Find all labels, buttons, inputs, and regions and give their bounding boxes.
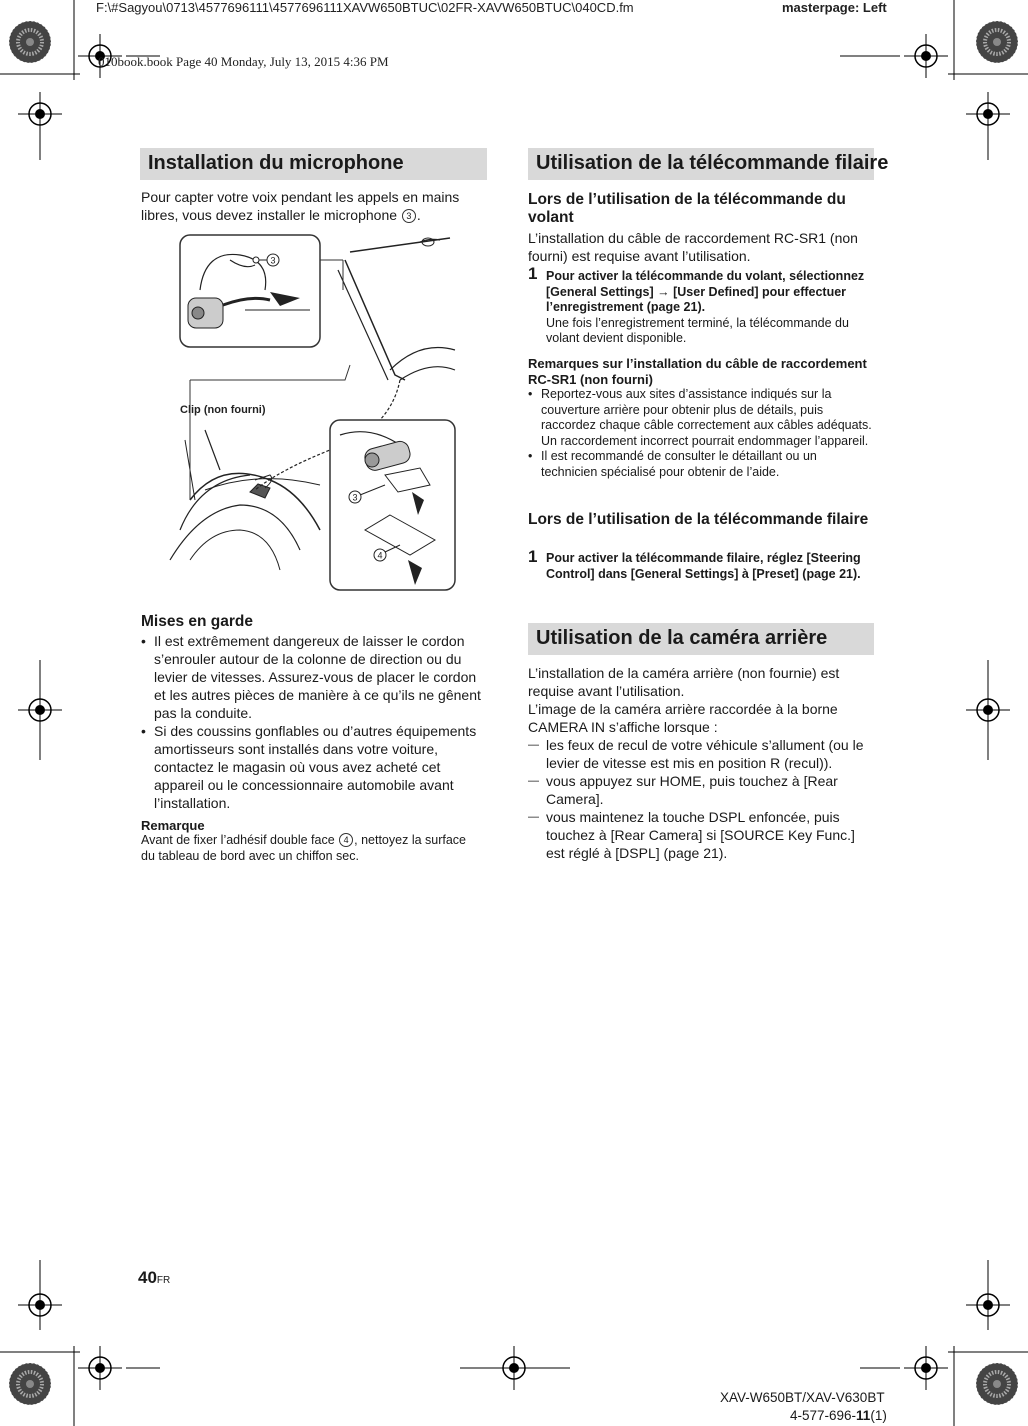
step-wired-remote: Pour activer la télécommande filaire, réglez [Steering Control] dans [General Settings] à [Preset] (page 21). — [546, 551, 861, 581]
part-number — [790, 1408, 887, 1423]
model-number: XAV-W650BT/XAV-V630BT — [720, 1390, 885, 1405]
section-title-wired-remote: Utilisation de la télécommande filaire — [528, 148, 874, 180]
part-number-pre: 4-577-696- — [790, 1408, 857, 1423]
inset2-callout-3 — [349, 491, 361, 503]
clip-label: Clip (non fourni) — [180, 404, 266, 416]
step-steering-remote — [546, 269, 874, 347]
note-item: • Reportez-vous aux sites d’assistance indiqués sur la couverture arrière pour obtenir plus de détails, puis raccordez chaque câble correctement aux câbles adéquats. Un raccordement incorrect pourrait endommager l’appareil. — [528, 387, 874, 449]
cautions-list — [141, 632, 487, 812]
part-number-post: (1) — [870, 1408, 887, 1423]
intro-end: . — [416, 207, 421, 223]
page-number-value: 40 — [138, 1268, 157, 1287]
rear-camera-text — [528, 664, 874, 862]
note-text-post: , nettoyez la surface du tableau de bord avec un chiffon sec. — [141, 833, 467, 863]
page-lang-suffix: FR — [156, 1275, 171, 1286]
circled-number: 4 — [339, 833, 353, 847]
inset2-callout-4 — [374, 549, 386, 561]
step-instruction: Pour activer la télécommande du volant, sélectionnez [General Settings] → [User Defined] pour effectuer l’enregistrement (page 21). — [546, 269, 865, 315]
step-result: Une fois l’enregistrement terminé, la télécommande du volant devient disponible. — [546, 315, 849, 346]
rear-camera-display-condition: L’image de la caméra arrière raccordée à la borne CAMERA IN s’affiche lorsque : — [528, 701, 838, 735]
intro-text: Pour capter votre voix pendant les appels en mains libres, vous devez installer le microphone — [141, 189, 460, 223]
masterpage-label: masterpage: Left — [782, 0, 887, 15]
part-number-bold: 11 — [856, 1408, 871, 1423]
circled-number: 3 — [402, 209, 416, 223]
steering-remote-heading: Lors de l’utilisation de la télécommande du volant — [528, 191, 846, 226]
caution-item: • Si des coussins gonflables ou d’autres équipements amortisseurs sont installés dans votre voiture, contactez le magasin où vous avez acheté cet appareil ou le concessionnaire automobile avant l’installation. — [141, 722, 487, 812]
caution-item: • Il est extrêmement dangereux de laisser le cordon s’enrouler autour de la colonne de direction ou du levier de vitesses. Assurez-vous de placer le cordon et les autres pièces de manière à ce qu’ils ne gênent pas la conduite. — [141, 632, 487, 722]
rear-camera-condition-item: — vous maintenez la touche DSPL enfoncée, puis touchez à [Rear Camera] si [SOURCE Key Func.] est réglé à [DSPL] (page 21). — [528, 808, 874, 862]
section-title-rear-camera: Utilisation de la caméra arrière — [528, 623, 874, 655]
svg-text:3: 3 — [270, 255, 276, 266]
steering-remote-text: L’installation du câble de raccordement RC-SR1 (non fourni) est requise avant l’utilisation. — [528, 230, 858, 264]
note-text-pre: Avant de fixer l’adhésif double face — [141, 833, 335, 847]
rc-sr1-notes-list — [528, 387, 874, 481]
file-path-header: F:\#Sagyou\0713\4577696111\4577696111XAVW650BTUC\02FR-XAVW650BTUC\040CD.fm — [96, 0, 634, 15]
wired-remote-heading: Lors de l’utilisation de la télécommande filaire — [528, 511, 869, 528]
step-number: 1 — [528, 547, 538, 566]
rc-sr1-notes-heading: Remarques sur l’installation du câble de raccordement RC-SR1 (non fourni) — [528, 356, 867, 387]
intro-paragraph — [141, 188, 487, 224]
rear-camera-condition-item: — vous appuyez sur HOME, puis touchez à [Rear Camera]. — [528, 772, 874, 808]
svg-text:4: 4 — [377, 550, 383, 561]
rear-camera-requirement: L’installation de la caméra arrière (non fournie) est requise avant l’utilisation. — [528, 665, 840, 699]
note-heading: Remarque — [141, 818, 205, 833]
note-paragraph — [141, 833, 481, 864]
section-title-microphone: Installation du microphone — [140, 148, 487, 180]
svg-text:3: 3 — [352, 492, 358, 503]
microphone-installation-figure — [160, 230, 460, 595]
inset1-callout — [267, 254, 279, 266]
page-number — [138, 1268, 170, 1288]
book-stamp: 010book.book Page 40 Monday, July 13, 2015 4:36 PM — [98, 54, 389, 69]
cautions-heading: Mises en garde — [141, 613, 253, 630]
step-number: 1 — [528, 264, 538, 283]
note-item: • Il est recommandé de consulter le détaillant ou un technicien spécialisé pour obtenir de l’aide. — [528, 449, 874, 480]
rear-camera-condition-item: — les feux de recul de votre véhicule s’allument (ou le levier de vitesse est mis en position R (recul)). — [528, 736, 874, 772]
